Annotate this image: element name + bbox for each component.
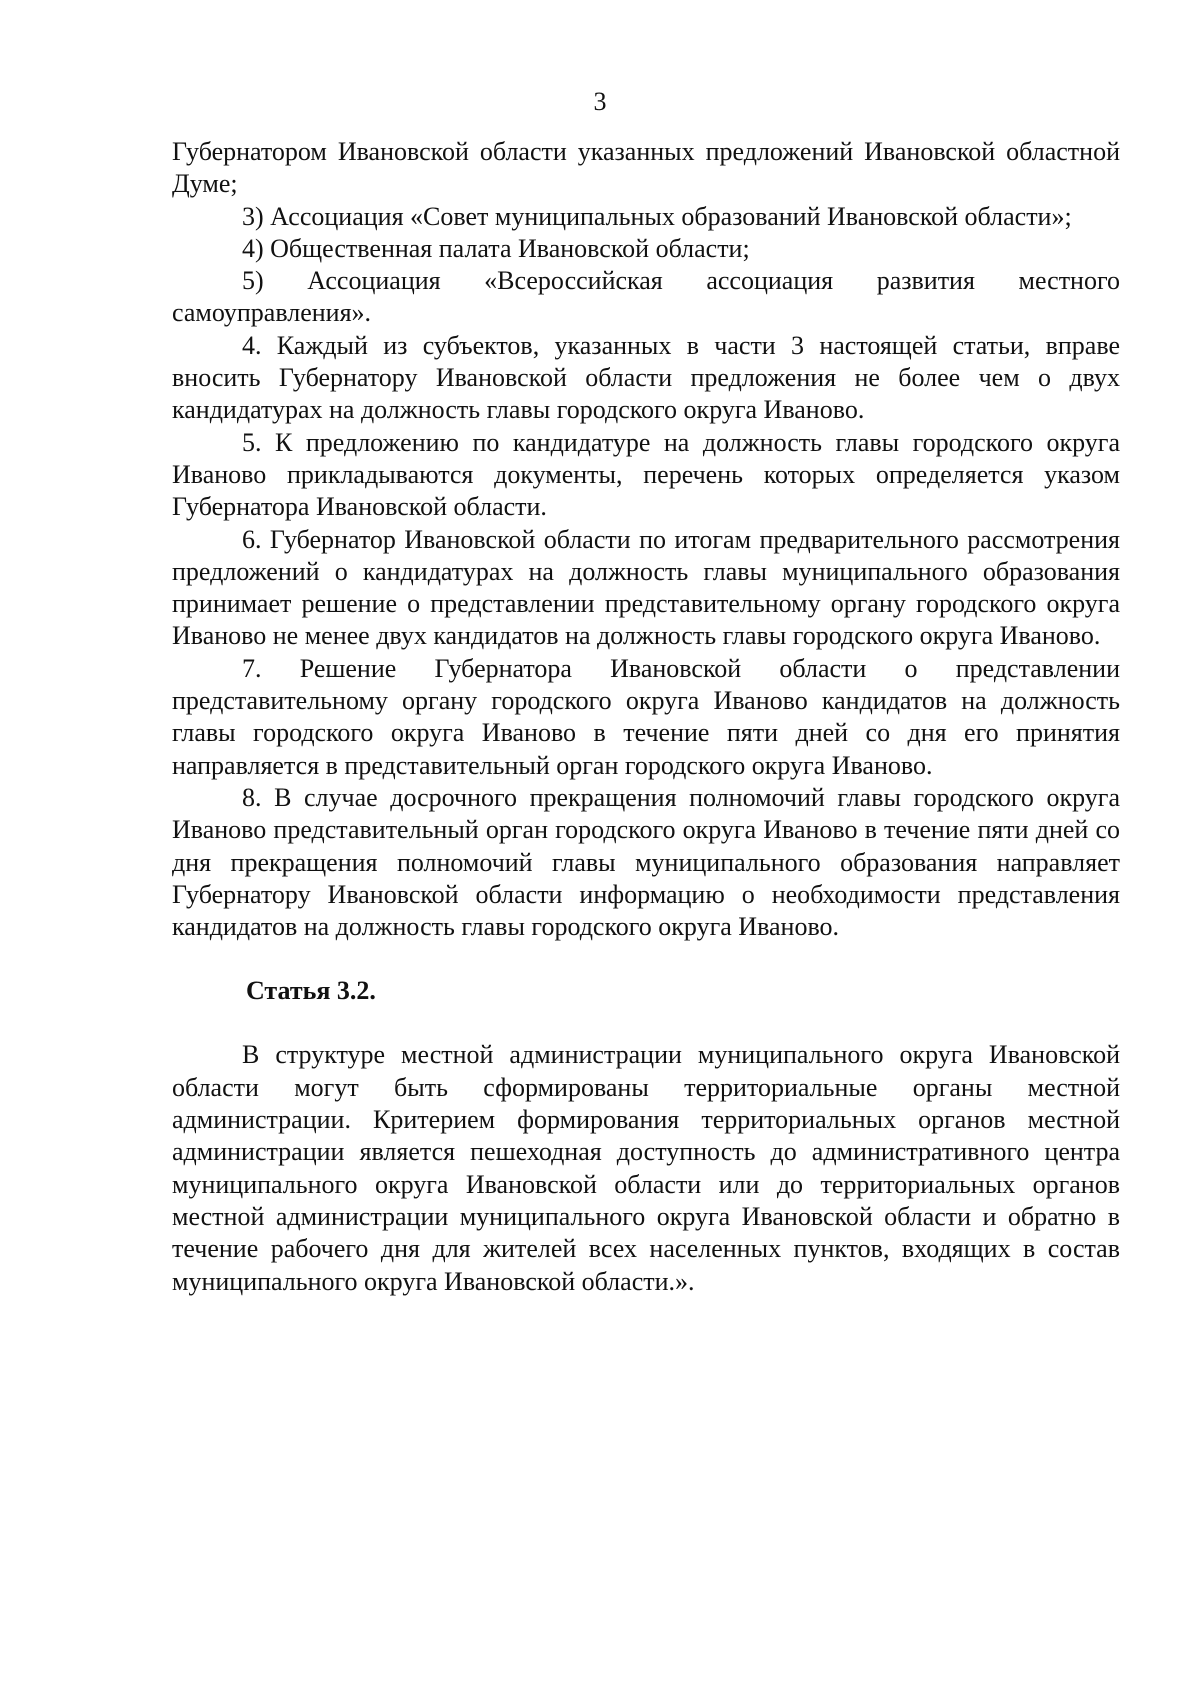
paragraph-continuation: Губернатором Ивановской области указанных предложений Ивановской областной Думе;: [172, 137, 1120, 199]
article-heading: Статья 3.2.: [246, 976, 376, 1006]
article-paragraph: В структуре местной администрации муниципального округа Ивановской области могут быть сформированы территориальные органы местной администрации. Критерием формирования территориальных органов местной администрации является пешеходная доступность до административного центра муниципального округа Ивановской области или до территориальных органов местной администрации муниципального округа Ивановской области и обратно в течение рабочего дня для жителей всех населенных пунктов, входящих в состав муниципального округа Ивановской области.».: [172, 1040, 1120, 1296]
list-item-4: 4) Общественная палата Ивановской области;: [242, 233, 750, 263]
paragraph-part-7: 7. Решение Губернатора Ивановской области о представлении представительному органу городского округа Иваново кандидатов на должность главы городского округа Иваново в течение пяти дней со дня его принятия направляется в представительный орган городского округа Иваново.: [172, 653, 1120, 780]
paragraph-part-5: 5. К предложению по кандидатуре на должность главы городского округа Иваново прикладываются документы, перечень которых определяется указом Губернатора Ивановской области.: [172, 427, 1120, 522]
paragraph-part-8: 8. В случае досрочного прекращения полномочий главы городского округа Иваново представительный орган городского округа Иваново в течение пяти дней со дня прекращения полномочий главы муниципального образования направляет Губернатору Ивановской области информацию о необходимости представления кандидатов на должность главы городского округа Иваново.: [172, 782, 1120, 942]
page-number: 3: [593, 87, 607, 116]
document-body: [172, 136, 1120, 1298]
list-item-5: 5) Ассоциация «Всероссийская ассоциация развития местного самоуправления».: [172, 266, 1120, 328]
paragraph-part-6: 6. Губернатор Ивановской области по итогам предварительного рассмотрения предложений о кандидатурах на должность главы муниципального образования принимает решение о представлении представительному органу городского округа Иваново не менее двух кандидатов на должность главы городского округа Иваново.: [172, 524, 1120, 651]
paragraph-part-4: 4. Каждый из субъектов, указанных в части 3 настоящей статьи, вправе вносить Губернатору Ивановской области предложения не более чем о двух кандидатурах на должность главы городского округа Иваново.: [172, 330, 1120, 425]
list-item-3: 3) Ассоциация «Совет муниципальных образований Ивановской области»;: [242, 201, 1072, 231]
